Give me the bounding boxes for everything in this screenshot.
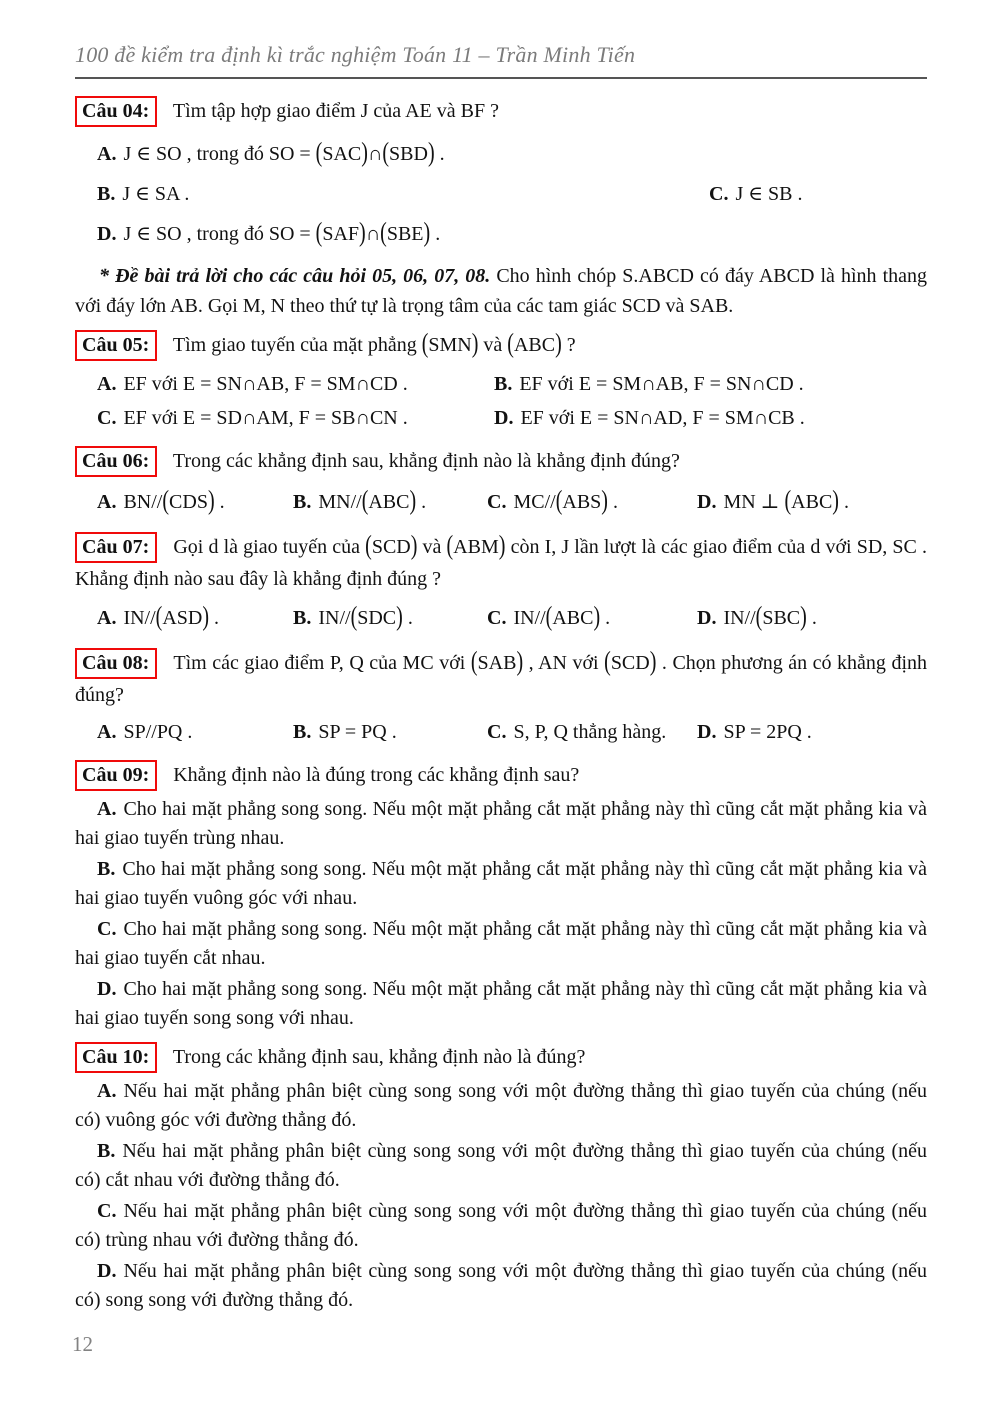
- option-10-c: [75, 1197, 927, 1255]
- option-text: EF với E = SM∩AB, F = SN∩CD .: [519, 373, 804, 395]
- option-text: S, P, Q thẳng hàng.: [513, 721, 667, 743]
- option-letter: A.: [97, 721, 117, 743]
- option-08-a: [97, 717, 293, 747]
- option-09-c: [75, 915, 927, 973]
- question-04-options-row-2: [75, 179, 927, 209]
- option-07-a: [97, 603, 293, 633]
- option-text: IN//(ASD) .: [123, 601, 220, 633]
- option-text: SP//PQ .: [123, 721, 193, 743]
- option-06-b: [293, 487, 487, 517]
- question-09-label: Câu 09:: [75, 760, 157, 791]
- option-letter: C.: [97, 918, 117, 940]
- option-text: BN//(CDS) .: [123, 485, 225, 517]
- intro-bold-text: * Đề bài trả lời cho các câu hỏi 05, 06, 07, 08.: [99, 265, 491, 287]
- option-letter: A.: [97, 491, 117, 513]
- option-text: IN//(ABC) .: [513, 601, 611, 633]
- option-text: Nếu hai mặt phẳng phân biệt cùng song song với một đường thẳng thì giao tuyến của chúng (nếu có) vuông góc với đường thẳng đó.: [75, 1080, 927, 1131]
- question-06: [75, 445, 927, 477]
- option-text: J ∈ SO , trong đó SO = (SAC)∩(SBD) .: [123, 137, 445, 169]
- question-04-text: Tìm tập hợp giao điểm J của AE và BF ?: [172, 100, 499, 122]
- option-07-b: [293, 603, 487, 633]
- question-05-label: Câu 05:: [75, 330, 157, 361]
- option-05-c: [97, 403, 494, 433]
- option-letter: B.: [293, 721, 312, 743]
- question-10-text: Trong các khẳng định sau, khẳng định nào là đúng?: [172, 1046, 586, 1068]
- option-text: EF với E = SN∩AB, F = SM∩CD .: [123, 373, 408, 395]
- option-05-d: [494, 403, 805, 433]
- option-letter: B.: [494, 373, 513, 395]
- question-07: [75, 531, 927, 595]
- option-letter: B.: [293, 491, 312, 513]
- option-letter: D.: [494, 407, 514, 429]
- option-text: Cho hai mặt phẳng song song. Nếu một mặt phẳng cắt mặt phẳng này thì cũng cắt mặt phẳng kia và hai giao tuyến song song với nhau.: [75, 978, 927, 1029]
- option-letter: A.: [97, 373, 117, 395]
- option-10-b: [75, 1137, 927, 1195]
- option-04-d: [97, 219, 440, 249]
- question-06-label: Câu 06:: [75, 446, 157, 477]
- option-05-b: [494, 369, 804, 399]
- option-text: Nếu hai mặt phẳng phân biệt cùng song song với một đường thẳng thì giao tuyến của chúng (nếu có) song song với đường thẳng đó.: [75, 1260, 927, 1311]
- option-letter: A.: [97, 607, 117, 629]
- option-letter: D.: [697, 721, 717, 743]
- option-09-d: [75, 975, 927, 1033]
- option-09-b: [75, 855, 927, 913]
- question-08-options-row: [75, 717, 927, 747]
- option-text: IN//(SDC) .: [318, 601, 413, 633]
- option-letter: C.: [487, 721, 507, 743]
- option-06-c: [487, 487, 697, 517]
- option-letter: D.: [697, 607, 717, 629]
- option-08-c: [487, 717, 697, 747]
- option-06-d: [697, 487, 849, 517]
- option-07-c: [487, 603, 697, 633]
- intro-normal-text: Cho hình chóp S.ABCD có đáy ABCD là hình thang với đáy lớn AB. Gọi M, N theo thứ tự là trọng tâm của các tam giác SCD và SAB.: [75, 265, 928, 317]
- question-08: [75, 647, 927, 711]
- option-letter: B.: [97, 183, 116, 205]
- question-09: [75, 759, 927, 791]
- option-07-d: [697, 603, 817, 633]
- option-text: Nếu hai mặt phẳng phân biệt cùng song song với một đường thẳng thì giao tuyến của chúng (nếu có) trùng nhau với đường thẳng đó.: [75, 1200, 927, 1251]
- option-text: EF với E = SN∩AD, F = SM∩CB .: [520, 407, 805, 429]
- option-10-d: [75, 1257, 927, 1315]
- option-text: Cho hai mặt phẳng song song. Nếu một mặt phẳng cắt mặt phẳng này thì cũng cắt mặt phẳng kia và hai giao tuyến trùng nhau.: [75, 798, 927, 849]
- option-letter: A.: [97, 1080, 117, 1102]
- question-07-label: Câu 07:: [75, 532, 157, 563]
- question-06-options-row: [75, 487, 927, 517]
- question-04-label: Câu 04:: [75, 96, 157, 127]
- page-number: 12: [72, 1332, 93, 1356]
- option-letter: B.: [97, 858, 116, 880]
- question-05-options-row-1: [75, 369, 927, 399]
- option-text: MC//(ABS) .: [513, 485, 618, 517]
- question-04-options-row-1: [75, 139, 927, 169]
- option-09-a: [75, 795, 927, 853]
- option-06-a: [97, 487, 293, 517]
- option-letter: D.: [97, 978, 117, 1000]
- question-05: [75, 329, 927, 361]
- question-07-text: Gọi d là giao tuyến của (SCD) và (ABM) còn I, J lần lượt là các giao điểm của d với SD, SC . Khẳng định nào sau đây là khẳng định đúng ?: [75, 530, 927, 590]
- option-letter: C.: [487, 491, 507, 513]
- option-letter: D.: [697, 491, 717, 513]
- option-04-c: [709, 179, 803, 209]
- option-letter: B.: [293, 607, 312, 629]
- question-07-options-row: [75, 603, 927, 633]
- question-05-text: Tìm giao tuyến của mặt phẳng (SMN) và (ABC) ?: [172, 328, 576, 359]
- question-08-text: Tìm các giao điểm P, Q của MC với (SAB) , AN với (SCD) . Chọn phương án có khẳng định đúng?: [75, 646, 928, 706]
- intro-paragraph-05-08: [75, 261, 927, 321]
- option-08-d: [697, 717, 812, 747]
- option-text: SP = PQ .: [318, 721, 397, 743]
- option-letter: C.: [97, 407, 117, 429]
- option-text: J ∈ SB .: [735, 183, 803, 205]
- option-text: Cho hai mặt phẳng song song. Nếu một mặt phẳng cắt mặt phẳng này thì cũng cắt mặt phẳng kia và hai giao tuyến cắt nhau.: [75, 918, 927, 969]
- question-04: [75, 95, 927, 127]
- option-letter: A.: [97, 798, 117, 820]
- option-text: J ∈ SA .: [122, 183, 190, 205]
- question-05-options-row-2: [75, 403, 927, 433]
- question-04-options-row-3: [75, 219, 927, 249]
- option-letter: B.: [97, 1140, 116, 1162]
- option-text: MN ⊥ (ABC) .: [723, 485, 849, 517]
- option-letter: C.: [487, 607, 507, 629]
- option-08-b: [293, 717, 487, 747]
- option-05-a: [97, 369, 494, 399]
- option-text: SP = 2PQ .: [723, 721, 812, 743]
- option-letter: C.: [97, 1200, 117, 1222]
- option-letter: D.: [97, 223, 117, 245]
- option-10-a: [75, 1077, 927, 1135]
- header-title: 100 đề kiểm tra định kì trắc nghiệm Toán 11 – Trần Minh Tiến: [75, 42, 636, 67]
- option-text: MN//(ABC) .: [318, 485, 427, 517]
- option-letter: A.: [97, 143, 117, 165]
- question-06-text: Trong các khẳng định sau, khẳng định nào là khẳng định đúng?: [172, 450, 680, 472]
- question-08-label: Câu 08:: [75, 648, 157, 679]
- option-text: Nếu hai mặt phẳng phân biệt cùng song song với một đường thẳng thì giao tuyến của chúng (nếu có) cắt nhau với đường thẳng đó.: [75, 1140, 927, 1191]
- option-letter: C.: [709, 183, 729, 205]
- option-04-a: [97, 139, 445, 169]
- option-text: EF với E = SD∩AM, F = SB∩CN .: [123, 407, 408, 429]
- question-10: [75, 1041, 927, 1073]
- option-text: Cho hai mặt phẳng song song. Nếu một mặt phẳng cắt mặt phẳng này thì cũng cắt mặt phẳng kia và hai giao tuyến vuông góc với nhau.: [75, 858, 927, 909]
- question-09-text: Khẳng định nào là đúng trong các khẳng định sau?: [173, 764, 580, 786]
- option-letter: D.: [97, 1260, 117, 1282]
- page-header: [75, 42, 927, 79]
- option-04-b: [97, 179, 709, 209]
- option-text: IN//(SBC) .: [723, 601, 817, 633]
- question-10-label: Câu 10:: [75, 1042, 157, 1073]
- option-text: J ∈ SO , trong đó SO = (SAF)∩(SBE) .: [123, 217, 441, 249]
